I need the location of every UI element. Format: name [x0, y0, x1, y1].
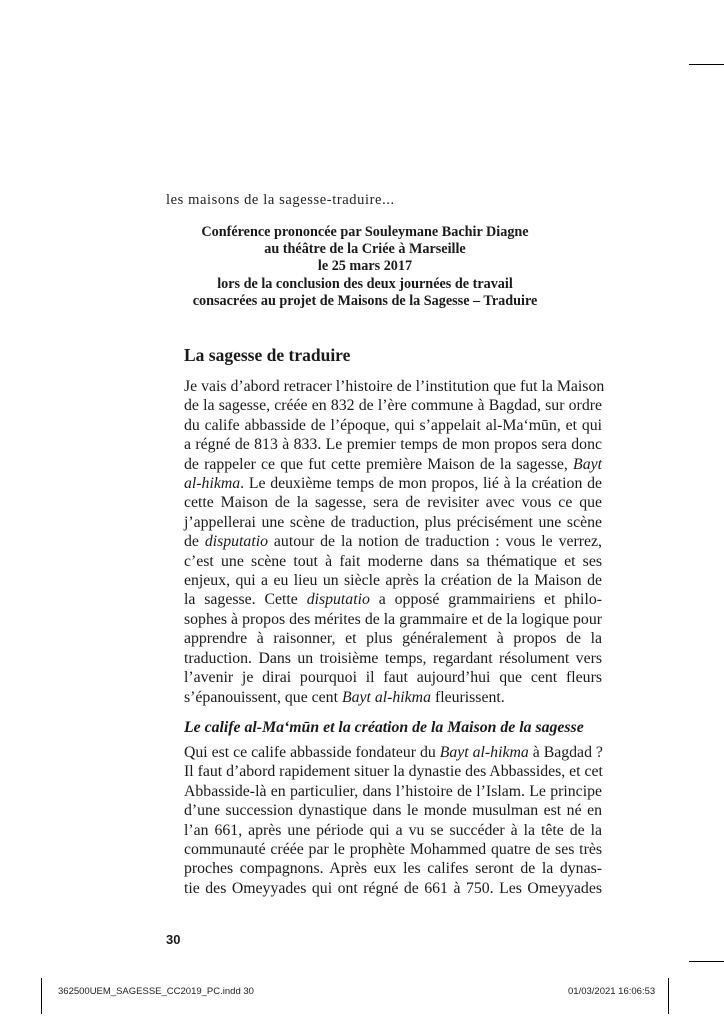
- paragraph-2: [184, 743, 602, 898]
- text-line: a régné de 813 à 833. Le premier temps de mon propos sera donc: [184, 436, 602, 454]
- text-line: c’est une scène tout à fait moderne dans sa thématique et ses: [184, 552, 602, 570]
- text-run: de: [184, 533, 205, 551]
- text-line: [184, 474, 602, 493]
- text-line: j’appellerai une scène de traduction, plus précisément une scène: [184, 513, 602, 531]
- text-line: du calife abbasside de l’époque, qui s’appelait al-Ma‘mūn, et qui: [184, 416, 602, 434]
- text-line: de la sagesse, créée en 832 de l’ère commune à Bagdad, sur ordre: [184, 397, 602, 415]
- text-run: à Bagdad ?: [528, 744, 603, 761]
- italic-run: Bayt: [573, 455, 602, 473]
- text-line: d’une succession dynastique dans le monde musulman est né en: [184, 802, 602, 820]
- print-slug-filename: 362500UEM_SAGESSE_CC2019_PC.indd 30: [58, 986, 254, 997]
- page-number: 30: [166, 932, 181, 947]
- italic-run: disputatio: [204, 533, 269, 551]
- crop-mark-left-vertical: [41, 978, 42, 1014]
- text-run: Qui est ce calife abbasside fondateur du: [184, 744, 440, 761]
- print-slug-timestamp: 01/03/2021 16:06:53: [568, 986, 656, 997]
- crop-mark-right-top: [689, 64, 724, 65]
- text-line: proches compagnons. Après eux les califes seront de la dynas-: [184, 860, 602, 878]
- text-run: . Le deuxième temps de mon propos, lié à la création de: [240, 475, 602, 493]
- header-line: le 25 mars 2017: [317, 258, 413, 275]
- header-line: Conférence prononcée par Souleymane Bachir Diagne: [201, 224, 529, 240]
- text-run: de rappeler ce que fut cette première Maison de la sagesse,: [184, 455, 574, 473]
- crop-mark-right-vertical: [668, 978, 669, 1014]
- header-line: au théâtre de la Criée à Marseille: [264, 241, 466, 258]
- text-line: [184, 455, 602, 474]
- text-line: cette Maison de la sagesse, sera de revisiter avec vous ce que: [184, 494, 602, 512]
- text-line: communauté créée par le prophète Mohammed quatre de ses très: [184, 841, 602, 859]
- paragraph-1: [184, 377, 605, 707]
- text-line: [184, 590, 602, 609]
- italic-run: Bayt al-hikma: [341, 688, 431, 706]
- italic-run: Bayt al-hikma: [439, 744, 529, 761]
- text-line: [184, 743, 602, 762]
- text-line: Je vais d’abord retracer l’histoire de l’institution que fut la Maison: [184, 378, 605, 395]
- italic-run: disputatio: [306, 591, 370, 609]
- text-line: l’an 661, après une période qui a vu se succéder à la tête de la: [184, 821, 602, 839]
- text-line: sophes à propos des mérites de la grammaire et de la logique pour: [184, 610, 602, 628]
- running-head: les maisons de la sagesse-traduire...: [166, 192, 395, 208]
- header-line: consacrées au projet de Maisons de la Sagesse – Traduire: [192, 292, 538, 309]
- text-line: Il faut d’abord rapidement situer la dynastie des Abbassides, et cet: [184, 763, 603, 781]
- header-line: lors de la conclusion des deux journées de travail: [217, 275, 513, 292]
- text-run: fleurissent.: [431, 688, 505, 706]
- text-line: apprendre à raisonner, et plus généralement à propos de la: [184, 630, 602, 648]
- subsection-title: Le calife al-Ma‘mūn et la création de la Maison de la sagesse: [184, 719, 584, 736]
- text-line: l’avenir je dirai pourquoi il faut aujourd’hui que cent fleurs: [184, 669, 602, 687]
- text-run: autour de la notion de traduction : vous le verrez,: [268, 533, 602, 551]
- italic-run: al-hikma: [184, 475, 241, 493]
- text-run: a opposé grammairiens et philo-: [369, 591, 602, 609]
- conference-header: [150, 224, 580, 310]
- text-line: [184, 532, 602, 551]
- text-line: Abbasside-là en particulier, dans l’histoire de l’Islam. Le principe: [184, 782, 602, 800]
- text-run: s’épanouissent, que cent: [184, 688, 342, 706]
- text-line: [184, 688, 602, 707]
- section-title: La sagesse de traduire: [184, 345, 351, 365]
- text-line: traduction. Dans un troisième temps, regardant résolument vers: [184, 649, 602, 667]
- crop-mark-right-bottom: [689, 961, 724, 962]
- text-line: enjeux, qui a eu lieu un siècle après la création de la Maison de: [184, 572, 602, 590]
- text-run: la sagesse. Cette: [184, 591, 307, 609]
- text-line: tie des Omeyyades qui ont régné de 661 à 750. Les Omeyyades: [184, 879, 602, 897]
